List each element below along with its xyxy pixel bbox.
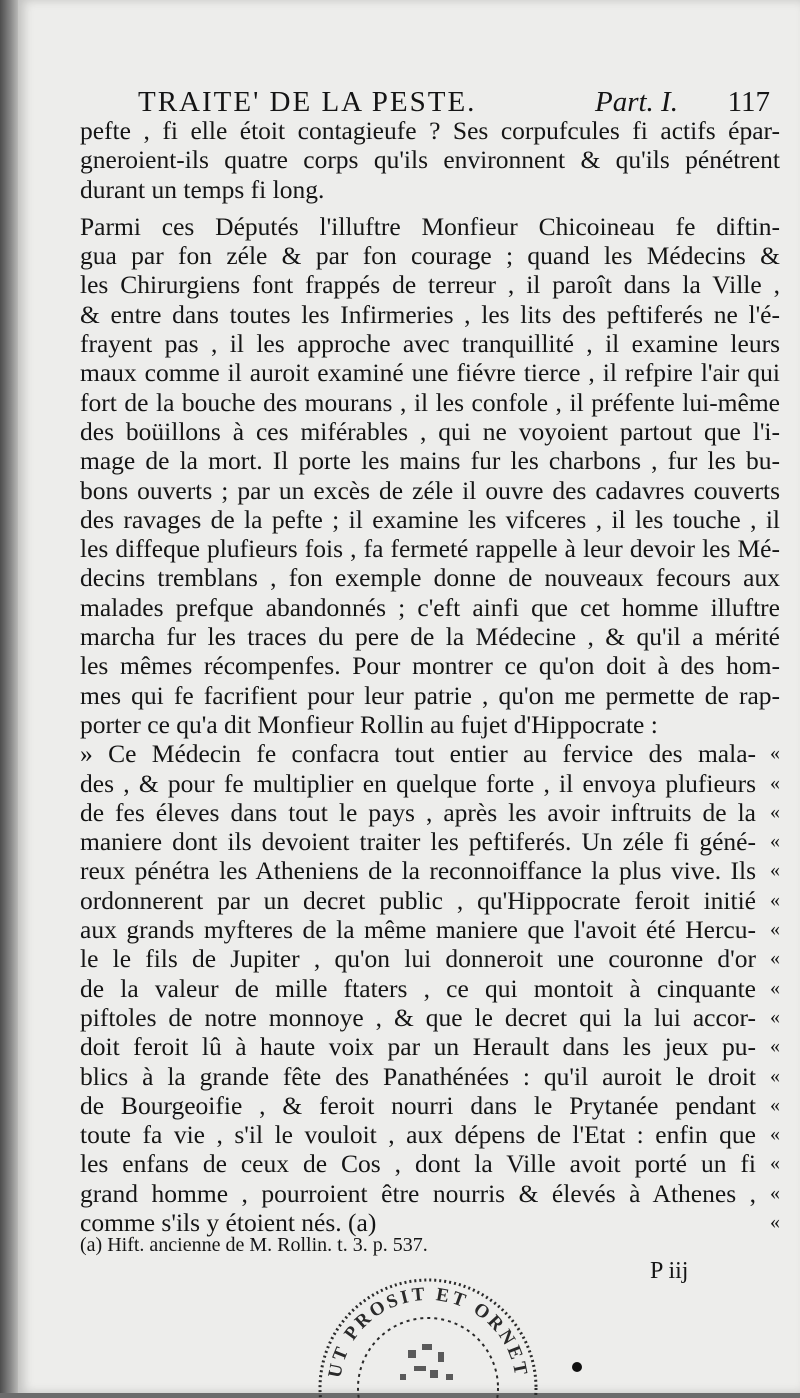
quote-line: [80, 944, 780, 973]
text-line: maux comme il auroit examiné une fiévre tierce , il refpire l'air qui: [80, 358, 780, 388]
guillemet-mark: «: [770, 976, 780, 999]
guillemet-mark: «: [770, 918, 780, 941]
library-stamp: [308, 1258, 548, 1398]
part-label: Part. I.: [595, 86, 678, 118]
guillemet-mark: «: [770, 1152, 780, 1175]
text-line: marcha fur les traces du pere de la Médecine , & qu'il a mérité: [80, 622, 780, 652]
quote-line: [80, 856, 780, 885]
quote-line-text: le le fils de Jupiter , qu'on lui donneroit une couronne d'or: [80, 944, 756, 974]
quote-line: [80, 886, 780, 915]
book-page: [18, 0, 800, 1393]
guillemet-mark: «: [770, 1005, 780, 1028]
text-line: pefte , fi elle étoit contagieufe ? Ses corpufcules fi actifs épar-: [80, 116, 780, 145]
guillemet-mark: «: [770, 800, 780, 823]
quote-line: [80, 1179, 780, 1208]
quote-line-text: aux grands myfteres de la même maniere que l'avoit été Hercu-: [80, 915, 756, 945]
quote-line: [80, 1032, 780, 1061]
text-line: des ravages de la pefte ; il examine les vifceres , il les touche , il: [80, 504, 780, 534]
text-line: les mêmes récompenfes. Pour montrer ce qu'on doit à des hom-: [80, 651, 780, 681]
body-text: [80, 116, 780, 1237]
text-line: fort de la bouche des mourans , il les confole , il préfente lui-même: [80, 387, 780, 417]
guillemet-mark: «: [770, 771, 780, 794]
text-line: decins tremblans , fon exemple donne de nouveaux fecours aux: [80, 563, 780, 593]
text-line: frayent pas , il les approche avec tranquillité , il examine leurs: [80, 329, 780, 359]
guillemet-mark: «: [770, 742, 780, 765]
quote-line-text: maniere dont ils devoient traiter les peftiferés. Un zéle fi géné-: [80, 827, 756, 857]
text-line: malades prefque abandonnés ; c'eft ainfi que cet homme illuftre: [80, 592, 780, 622]
paragraph-2: [80, 212, 780, 739]
running-header: [138, 86, 778, 118]
quote-line-text: toute fa vie , s'il le vouloit , aux dépens de l'Etat : enfin que: [80, 1120, 756, 1150]
quote-line-text: ordonnerent par un decret public , qu'Hippocrate feroit initié: [80, 885, 756, 915]
guillemet-mark: «: [770, 1210, 780, 1233]
quote-line-text: les enfans de ceux de Cos , dont la Ville avoit porté un fi: [80, 1149, 756, 1179]
guillemet-mark: «: [770, 859, 780, 882]
quote-line: [80, 1120, 780, 1149]
text-line: des boüillons à ces miférables , qui ne voyoient partout que l'i-: [80, 416, 780, 446]
quote-line: [80, 827, 780, 856]
quote-line-text: de fes éleves dans tout le pays , après les avoir inftruits de la: [80, 797, 756, 827]
footnote: (a) Hift. ancienne de M. Rollin. t. 3. p. 537.: [80, 1234, 428, 1256]
text-line: & entre dans toutes les Infirmeries , les lits des peftiferés ne l'é-: [80, 299, 780, 329]
page-number: 117: [727, 86, 770, 118]
quote-line: [80, 798, 780, 827]
guillemet-mark: «: [770, 888, 780, 911]
quote-line: [80, 974, 780, 1003]
quote-line-text: piftoles de notre monnoye , & que le decret qui la lui accor-: [80, 1002, 756, 1032]
guillemet-mark: «: [770, 1123, 780, 1146]
text-line: Parmi ces Députés l'illuftre Monfieur Chicoineau fe diftin-: [80, 211, 780, 241]
text-line: bons ouverts ; par un excès de zéle il ouvre des cadavres couverts: [80, 475, 780, 505]
guillemet-mark: «: [770, 1093, 780, 1116]
text-line: mage de la mort. Il porte les mains fur les charbons , fur les bu-: [80, 446, 780, 476]
quote-line-text: grand homme , pourroient être nourris & élevés à Athenes ,: [80, 1178, 756, 1208]
quote-line: [80, 1062, 780, 1091]
quote-line: [80, 739, 780, 768]
quote-line-text: reux pénétra les Atheniens de la reconnoiffance la plus vive. Ils: [80, 856, 756, 886]
text-line: gneroient-ils quatre corps qu'ils environnent & qu'ils pénétrent: [80, 145, 780, 175]
signature-mark: P iij: [650, 1258, 689, 1284]
quote-line: [80, 769, 780, 798]
paragraph-1: [80, 116, 780, 204]
quote-line: [80, 915, 780, 944]
guillemet-mark: «: [770, 947, 780, 970]
text-line: durant un temps fi long.: [80, 174, 325, 204]
quote-line-text: » Ce Médecin fe confacra tout entier au fervice des mala-: [80, 739, 756, 769]
text-line: gua par fon zéle & par fon courage ; quand les Médecins &: [80, 241, 780, 271]
quote-line-text: comme s'ils y étoient nés. (a): [80, 1207, 377, 1237]
guillemet-mark: «: [770, 1181, 780, 1204]
running-title: TRAITE' DE LA PESTE.: [138, 86, 477, 118]
guillemet-mark: «: [770, 1035, 780, 1058]
ink-dot: [572, 1362, 582, 1372]
quote-line: [80, 1208, 780, 1237]
quote-line-text: de Bourgeoifie , & feroit nourri dans le Prytanée pendant: [80, 1090, 756, 1120]
quote-line-text: doit feroit lû à haute voix par un Herault dans les jeux pu-: [80, 1032, 756, 1062]
quote-line-text: de la valeur de mille ftaters , ce qui montoit à cinquante: [80, 973, 756, 1003]
text-line: les diffeque plufieurs fois , fa fermeté rappelle à leur devoir les Mé-: [80, 534, 780, 564]
quote-line-text: des , & pour fe multiplier en quelque forte , il envoya plufieurs: [80, 768, 756, 798]
svg-text:UT PROSIT ET ORNET: [324, 1284, 531, 1380]
text-line: les Chirurgiens font frappés de terreur , il paroît dans la Ville ,: [80, 270, 780, 300]
quote-line: [80, 1091, 780, 1120]
stamp-text: UT PROSIT ET ORNET: [324, 1283, 532, 1380]
text-line: porter ce qu'a dit Monfieur Rollin au fujet d'Hippocrate :: [80, 709, 658, 739]
guillemet-mark: «: [770, 1064, 780, 1087]
text-line: mes qui fe facrifient pour leur patrie , qu'on me permette de rap-: [80, 680, 780, 710]
quote-line-text: blics à la grande fête des Panathénées : qu'il auroit le droit: [80, 1061, 756, 1091]
guillemet-mark: «: [770, 830, 780, 853]
quote-line: [80, 1003, 780, 1032]
quotation: [80, 739, 780, 1237]
quote-line: [80, 1149, 780, 1178]
page-binding-edge: [0, 0, 18, 1393]
